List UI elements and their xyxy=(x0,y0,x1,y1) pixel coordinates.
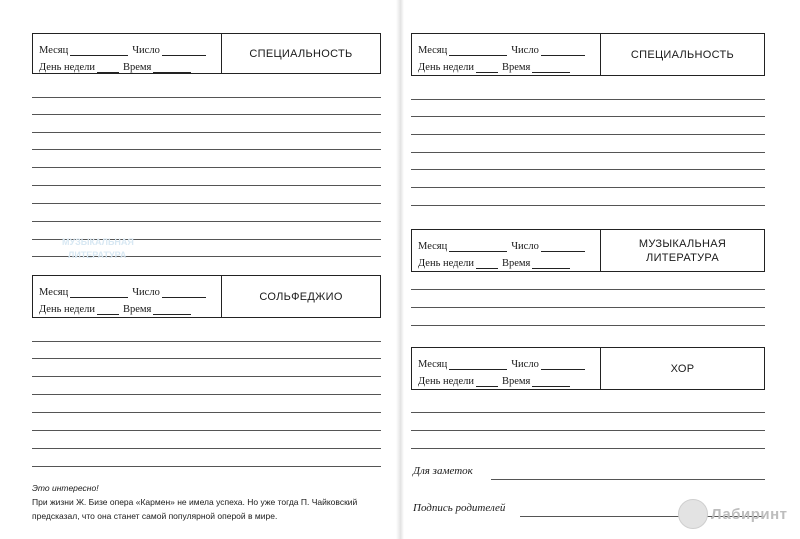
show-through-text: ЛИТЕРАТУРА xyxy=(68,250,127,260)
show-through-text: МУЗЫКАЛЬНАЯ xyxy=(62,237,134,247)
writing-line xyxy=(411,289,765,290)
subject-title xyxy=(601,230,764,271)
signature-label: Подпись родителей xyxy=(413,502,506,514)
watermark-text: Лабиринт xyxy=(711,505,788,523)
writing-line xyxy=(32,132,381,133)
month-label: Месяц xyxy=(418,45,448,56)
lesson-header-music-literature xyxy=(411,229,765,272)
month-number-row xyxy=(39,281,221,298)
number-field[interactable] xyxy=(541,243,585,252)
time-field[interactable] xyxy=(153,64,191,73)
month-field[interactable] xyxy=(449,243,507,252)
right-page xyxy=(400,0,800,539)
weekday-field[interactable] xyxy=(97,64,119,73)
subject-title: СПЕЦИАЛЬНОСТЬ xyxy=(249,47,353,60)
writing-line xyxy=(411,152,765,153)
date-fields xyxy=(412,230,601,271)
writing-line xyxy=(32,203,381,204)
month-field[interactable] xyxy=(70,47,128,56)
note-text: При жизни Ж. Бизе опера «Кармен» не имела успеха. Но уже тогда П. Чайковский предсказал, что она станет самой популярной оперой в мире. xyxy=(32,497,358,521)
time-field[interactable] xyxy=(532,260,570,269)
writing-line xyxy=(411,99,765,100)
weekday-label: День недели xyxy=(39,62,95,73)
number-label: Число xyxy=(511,241,539,252)
number-field[interactable] xyxy=(541,361,585,370)
number-field[interactable] xyxy=(162,289,206,298)
month-number-row xyxy=(418,353,600,370)
weekday-time-row xyxy=(418,252,600,269)
month-field[interactable] xyxy=(449,47,507,56)
month-field[interactable] xyxy=(449,361,507,370)
time-field[interactable] xyxy=(153,306,191,315)
writing-line xyxy=(32,149,381,150)
weekday-time-row xyxy=(39,298,221,315)
month-label: Месяц xyxy=(39,45,69,56)
time-field[interactable] xyxy=(532,378,570,387)
month-number-row xyxy=(39,39,221,56)
writing-line xyxy=(411,325,765,326)
month-label: Месяц xyxy=(39,287,69,298)
writing-line xyxy=(411,430,765,431)
time-label: Время xyxy=(502,376,531,387)
writing-line xyxy=(32,221,381,222)
time-label: Время xyxy=(123,304,152,315)
writing-line xyxy=(411,134,765,135)
writing-line xyxy=(32,97,381,98)
month-number-row xyxy=(418,39,600,56)
writing-line xyxy=(411,116,765,117)
writing-line xyxy=(411,169,765,170)
date-fields xyxy=(33,34,222,73)
number-label: Число xyxy=(132,45,160,56)
lesson-header-solfeggio xyxy=(32,275,381,318)
writing-line xyxy=(32,167,381,168)
subject-title-line-1: МУЗЫКАЛЬНАЯ xyxy=(638,237,727,250)
writing-line xyxy=(411,187,765,188)
lesson-header-choir xyxy=(411,347,765,390)
weekday-time-row xyxy=(39,56,221,73)
month-field[interactable] xyxy=(70,289,128,298)
time-field[interactable] xyxy=(532,64,570,73)
subject-title-line-2: ЛИТЕРАТУРА xyxy=(646,251,719,264)
watermark xyxy=(678,494,796,534)
note-title: Это интересно! xyxy=(32,483,99,493)
date-fields xyxy=(33,276,222,317)
date-fields xyxy=(412,348,601,389)
lesson-header-specialty-left xyxy=(32,33,381,74)
notes-line[interactable] xyxy=(491,479,765,480)
weekday-label: День недели xyxy=(418,258,474,269)
weekday-label: День недели xyxy=(418,376,474,387)
subject-title: ХОР xyxy=(670,362,695,375)
time-label: Время xyxy=(502,258,531,269)
writing-line xyxy=(32,185,381,186)
number-label: Число xyxy=(511,45,539,56)
number-field[interactable] xyxy=(162,47,206,56)
writing-line xyxy=(411,307,765,308)
number-field[interactable] xyxy=(541,47,585,56)
writing-line xyxy=(411,205,765,206)
weekday-field[interactable] xyxy=(97,306,119,315)
weekday-time-row xyxy=(418,56,600,73)
number-label: Число xyxy=(511,359,539,370)
weekday-label: День недели xyxy=(39,304,95,315)
notes-label: Для заметок xyxy=(413,465,473,477)
writing-line xyxy=(32,376,381,377)
time-label: Время xyxy=(123,62,152,73)
month-label: Месяц xyxy=(418,359,448,370)
watermark-logo-icon xyxy=(678,499,708,529)
weekday-time-row xyxy=(418,370,600,387)
writing-line xyxy=(32,114,381,115)
month-label: Месяц xyxy=(418,241,448,252)
month-number-row xyxy=(418,235,600,252)
subject-title: СОЛЬФЕДЖИО xyxy=(259,290,343,303)
lesson-header-specialty-right xyxy=(411,33,765,76)
weekday-field[interactable] xyxy=(476,64,498,73)
weekday-field[interactable] xyxy=(476,260,498,269)
writing-line xyxy=(32,358,381,359)
writing-line xyxy=(32,430,381,431)
writing-line xyxy=(32,448,381,449)
writing-line xyxy=(32,412,381,413)
writing-line xyxy=(32,394,381,395)
weekday-label: День недели xyxy=(418,62,474,73)
number-label: Число xyxy=(132,287,160,298)
weekday-field[interactable] xyxy=(476,378,498,387)
writing-line xyxy=(411,412,765,413)
time-label: Время xyxy=(502,62,531,73)
writing-line xyxy=(32,341,381,342)
writing-line xyxy=(411,448,765,449)
writing-line xyxy=(32,466,381,467)
subject-title: СПЕЦИАЛЬНОСТЬ xyxy=(630,48,735,61)
date-fields xyxy=(412,34,601,75)
